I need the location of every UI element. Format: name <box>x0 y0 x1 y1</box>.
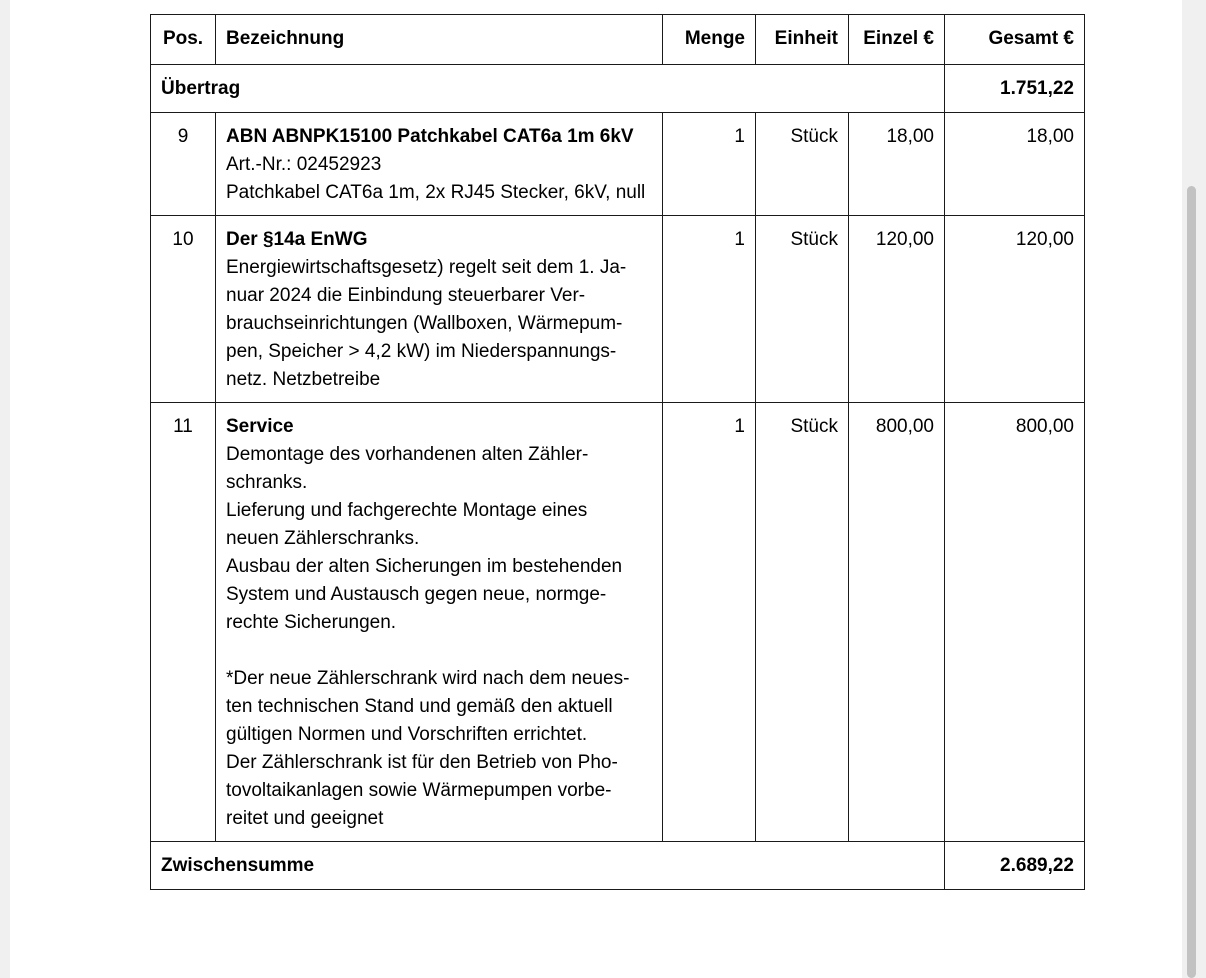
uebertrag-value: 1.751,22 <box>945 65 1085 113</box>
item-description-line: Patchkabel CAT6a 1m, 2x RJ45 Stecker, 6kV, null <box>226 182 646 203</box>
item-description-line: neuen Zählerschranks. <box>226 528 420 549</box>
item-description-line: netz. Netzbetreibe <box>226 369 381 390</box>
header-einheit: Einheit <box>756 15 849 65</box>
item-description-line: Energiewirtschaftsgesetz) regelt seit dem 1. Ja- <box>226 257 627 278</box>
zwischensumme-label: Zwischensumme <box>151 842 945 890</box>
item-description-line: rechte Sicherungen. <box>226 612 397 633</box>
zwischensumme-value: 2.689,22 <box>945 842 1085 890</box>
table-row <box>151 113 1085 216</box>
item-description-line: brauchseinrichtungen (Wallboxen, Wärmepum- <box>226 313 623 334</box>
table-row <box>151 403 1085 842</box>
item-description <box>216 403 663 842</box>
scrollbar-thumb[interactable] <box>1187 186 1196 978</box>
item-description-line: Demontage des vorhandenen alten Zähler- <box>226 444 589 465</box>
item-einheit: Stück <box>756 403 849 842</box>
item-description-line: schranks. <box>226 472 308 493</box>
item-description-line: Art.-Nr.: 02452923 <box>226 154 382 175</box>
item-description-line: pen, Speicher > 4,2 kW) im Niederspannungs- <box>226 341 617 362</box>
header-bezeichnung: Bezeichnung <box>216 15 663 65</box>
item-description-line <box>226 637 652 665</box>
header-gesamt: Gesamt € <box>945 15 1085 65</box>
table-row <box>151 216 1085 403</box>
item-description-line: *Der neue Zählerschrank wird nach dem neues- <box>226 668 630 689</box>
item-einheit: Stück <box>756 113 849 216</box>
item-pos: 11 <box>151 403 216 842</box>
item-description-line: reitet und geeignet <box>226 808 384 829</box>
item-description-line: ten technischen Stand und gemäß den aktuell <box>226 696 613 717</box>
header-einzel: Einzel € <box>849 15 945 65</box>
item-description <box>216 113 663 216</box>
item-title: ABN ABNPK15100 Patchkabel CAT6a 1m 6kV <box>226 126 634 147</box>
header-pos: Pos. <box>151 15 216 65</box>
uebertrag-label: Übertrag <box>151 65 945 113</box>
item-title: Service <box>226 416 294 437</box>
item-menge: 1 <box>663 216 756 403</box>
item-description-line: Lieferung und fachgerechte Montage eines <box>226 500 588 521</box>
item-description-line: Ausbau der alten Sicherungen im bestehenden <box>226 556 623 577</box>
item-description-line: System und Austausch gegen neue, normge- <box>226 584 607 605</box>
item-einheit: Stück <box>756 216 849 403</box>
item-title: Der §14a EnWG <box>226 229 368 250</box>
item-description-line: Der Zählerschrank ist für den Betrieb von Pho- <box>226 752 618 773</box>
item-einzel: 120,00 <box>849 216 945 403</box>
item-pos: 9 <box>151 113 216 216</box>
table-header-row <box>151 15 1085 65</box>
item-description <box>216 216 663 403</box>
item-gesamt: 18,00 <box>945 113 1085 216</box>
item-description-line: tovoltaikanlagen sowie Wärmepumpen vorbe- <box>226 780 612 801</box>
item-gesamt: 120,00 <box>945 216 1085 403</box>
item-description-line: nuar 2024 die Einbindung steuerbarer Ver- <box>226 285 586 306</box>
item-gesamt: 800,00 <box>945 403 1085 842</box>
items-table <box>150 14 1085 890</box>
item-einzel: 18,00 <box>849 113 945 216</box>
header-menge: Menge <box>663 15 756 65</box>
item-menge: 1 <box>663 403 756 842</box>
zwischensumme-row <box>151 842 1085 890</box>
uebertrag-row <box>151 65 1085 113</box>
item-menge: 1 <box>663 113 756 216</box>
item-einzel: 800,00 <box>849 403 945 842</box>
item-pos: 10 <box>151 216 216 403</box>
item-description-line: gültigen Normen und Vorschriften errichtet. <box>226 724 588 745</box>
